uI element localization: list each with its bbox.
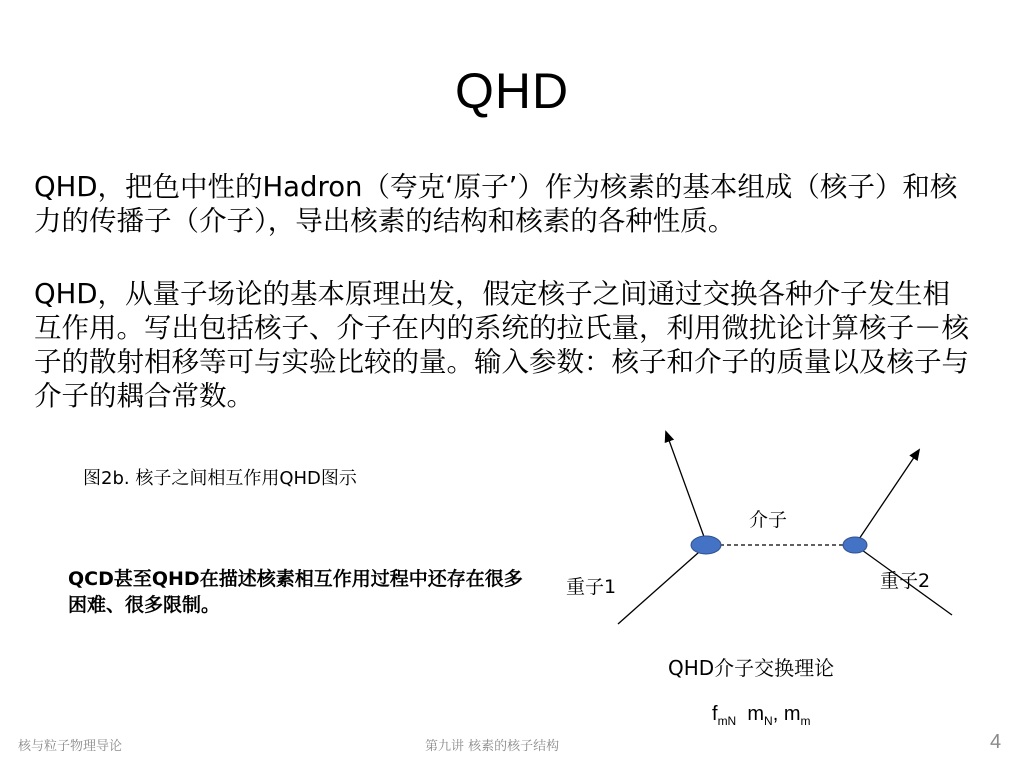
page-number: 4: [990, 731, 1002, 753]
theory-label: QHD介子交换理论: [668, 656, 835, 680]
paragraph-qhd-definition: QHD，把色中性的Hadron（夸克‘原子’）作为核素的基本组成（核子）和核力的传播子（介子），导出核素的结构和核素的各种性质。: [34, 171, 958, 237]
coupling-parameters: [712, 703, 811, 728]
coupling-f-subscript: mN: [717, 714, 737, 728]
vertex-baryon2: [843, 537, 867, 553]
nucleon-mass-subscript: N: [764, 714, 773, 728]
limitations-note: QCD甚至QHD在描述核素相互作用过程中还存在很多困难、很多限制。: [68, 568, 523, 616]
baryon1-outgoing-arrow: [666, 432, 707, 545]
slide-title: QHD: [454, 63, 570, 119]
footer-course: 核与粒子物理导论: [18, 739, 123, 754]
figure-caption: 图2b. 核子之间相互作用QHD图示: [83, 468, 357, 489]
vertex-baryon1: [691, 536, 721, 554]
nucleon-mass: m: [747, 703, 765, 725]
baryon1-label: 重子1: [566, 576, 617, 598]
baryon1-incoming-line: [618, 545, 707, 624]
coupling-f: f: [712, 703, 718, 725]
meson-label: 介子: [749, 509, 788, 531]
paragraph-qhd-method: QHD，从量子场论的基本原理出发，假定核子之间通过交换各种介子发生相互作用。写出包括核子、介子在内的系统的拉氏量，利用微扰论计算核子－核子的散射相移等可与实验比较的量。输入参数：核子和介子的质量以及核子与介子的耦合常数。: [34, 278, 969, 412]
baryon2-outgoing-arrow: [855, 450, 919, 545]
baryon2-label: 重子2: [880, 570, 931, 592]
meson-mass: m: [783, 703, 801, 725]
meson-mass-subscript: m: [800, 714, 811, 728]
footer-lecture: 第九讲 核素的核子结构: [425, 739, 560, 754]
coupling-separator: ,: [772, 703, 784, 725]
